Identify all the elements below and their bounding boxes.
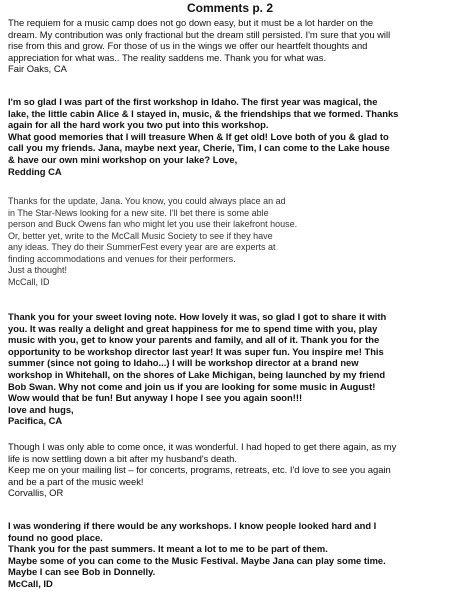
- comment-line: love and hugs,: [8, 403, 74, 415]
- comment-location: McCall, ID: [8, 577, 53, 589]
- comment-line: you. It was really a delight and great happiness for me to spend time with you, play: [8, 322, 378, 334]
- comment-line: Thank you for your sweet loving note. How lovely it was, so glad I got to share it with: [8, 311, 387, 322]
- comment-line: & have our own mini workshop on your lake? Love,: [8, 153, 238, 165]
- comment-location: Pacifica, CA: [8, 415, 63, 427]
- comment-line: and be a part of the music week!: [8, 475, 144, 487]
- comment-line: rise from this and grow. For those of us in the wings we offer our heartfelt thoughts and: [8, 40, 368, 52]
- comment-line: Wow would that be fun! But anyway I hope I see you again soon!!!: [8, 392, 303, 404]
- comment-line: Bob Swan. Why not come and join us if you are looking for some music in August!: [8, 380, 376, 392]
- comment-6: [8, 520, 456, 590]
- comment-line: appreciation for what was.. The reality saddens me. Thank you for what was.: [8, 51, 327, 63]
- comment-location: Redding CA: [8, 165, 62, 177]
- comment-line: lake, the little cabin Alice & I stayed in, music, & the friendships that we formed. Thanks: [8, 107, 399, 119]
- comment-line: Maybe some of you can come to the Music Festival. Maybe Jana can play some time.: [8, 554, 386, 566]
- comment-line: Though I was only able to come once, it was wonderful. I had hoped to get there again, as my: [8, 441, 397, 452]
- comment-line: music with you, get to know your parents and family, and all of it. Thank you for the: [8, 334, 380, 346]
- comment-location: Fair Oaks, CA: [8, 63, 67, 75]
- comment-line: I'm so glad I was part of the first workshop in Idaho. The first year was magical, the: [8, 96, 378, 107]
- comment-line: I was wondering if there would be any workshops. I know people looked hard and I: [8, 520, 377, 531]
- comment-line: The requiem for a music camp does not go down easy, but it must be a lot harder on the: [8, 17, 374, 28]
- comment-4: [8, 311, 456, 427]
- comment-line: What good memories that I will treasure When & If get old! Love both of you & glad to: [8, 130, 389, 142]
- comment-line: Or, better yet, write to the McCall Music Society to see if they have: [8, 230, 273, 241]
- comment-line: life is now settling down a bit after my husband's death.: [8, 452, 238, 464]
- page-title: Comments p. 2: [186, 1, 273, 15]
- comment-line: Thank you for the past summers. It meant a lot to me to be part of them.: [8, 543, 328, 555]
- comment-3: [8, 196, 456, 288]
- comment-1: [8, 17, 456, 75]
- comment-5: [8, 441, 456, 499]
- comment-line: Thanks for the update, Jana. You know, you could always place an ad: [8, 196, 286, 206]
- comment-location: Corvallis, OR: [8, 487, 64, 499]
- comment-line: finding accommodations and venues for their performers.: [8, 253, 236, 264]
- comment-line: Keep me on your mailing list – for concerts, programs, retreats, etc. I'd love to see you again: [8, 464, 391, 476]
- comment-location: McCall, ID: [8, 276, 50, 287]
- comment-2: [8, 96, 456, 177]
- comment-line: workshop in Whitehall, on the shores of Lake Michigan, being launched by my friend: [8, 368, 386, 380]
- comment-line: any ideas. They do their SummerFest every year are are experts at: [8, 242, 276, 252]
- comment-line: found no good place.: [8, 531, 103, 543]
- comment-line: person and Buck Owens fan who might let you use their lakefront house.: [8, 219, 298, 229]
- comment-line: Just a thought!: [8, 265, 68, 275]
- comment-line: in The Star-News looking for a new site. I'll bet there is some able: [8, 207, 269, 218]
- comment-line: opportunity to be workshop director last year! It was super fun. You inspire me! This: [8, 345, 384, 357]
- comment-line: call you my friends. Jana, maybe next year, Cherie, Tim, I can come to the Lake house: [8, 142, 390, 154]
- comment-line: again for all the hard work you two put into this workshop.: [8, 119, 269, 131]
- comment-line: dream. My contribution was only fractional but the dream still persisted. I'm sure that you will: [8, 28, 391, 40]
- comment-line: summer (since not going to Idaho...) I will be workshop director at a brand new: [8, 357, 359, 369]
- comment-line: Maybe I can see Bob in Donnelly.: [8, 566, 156, 578]
